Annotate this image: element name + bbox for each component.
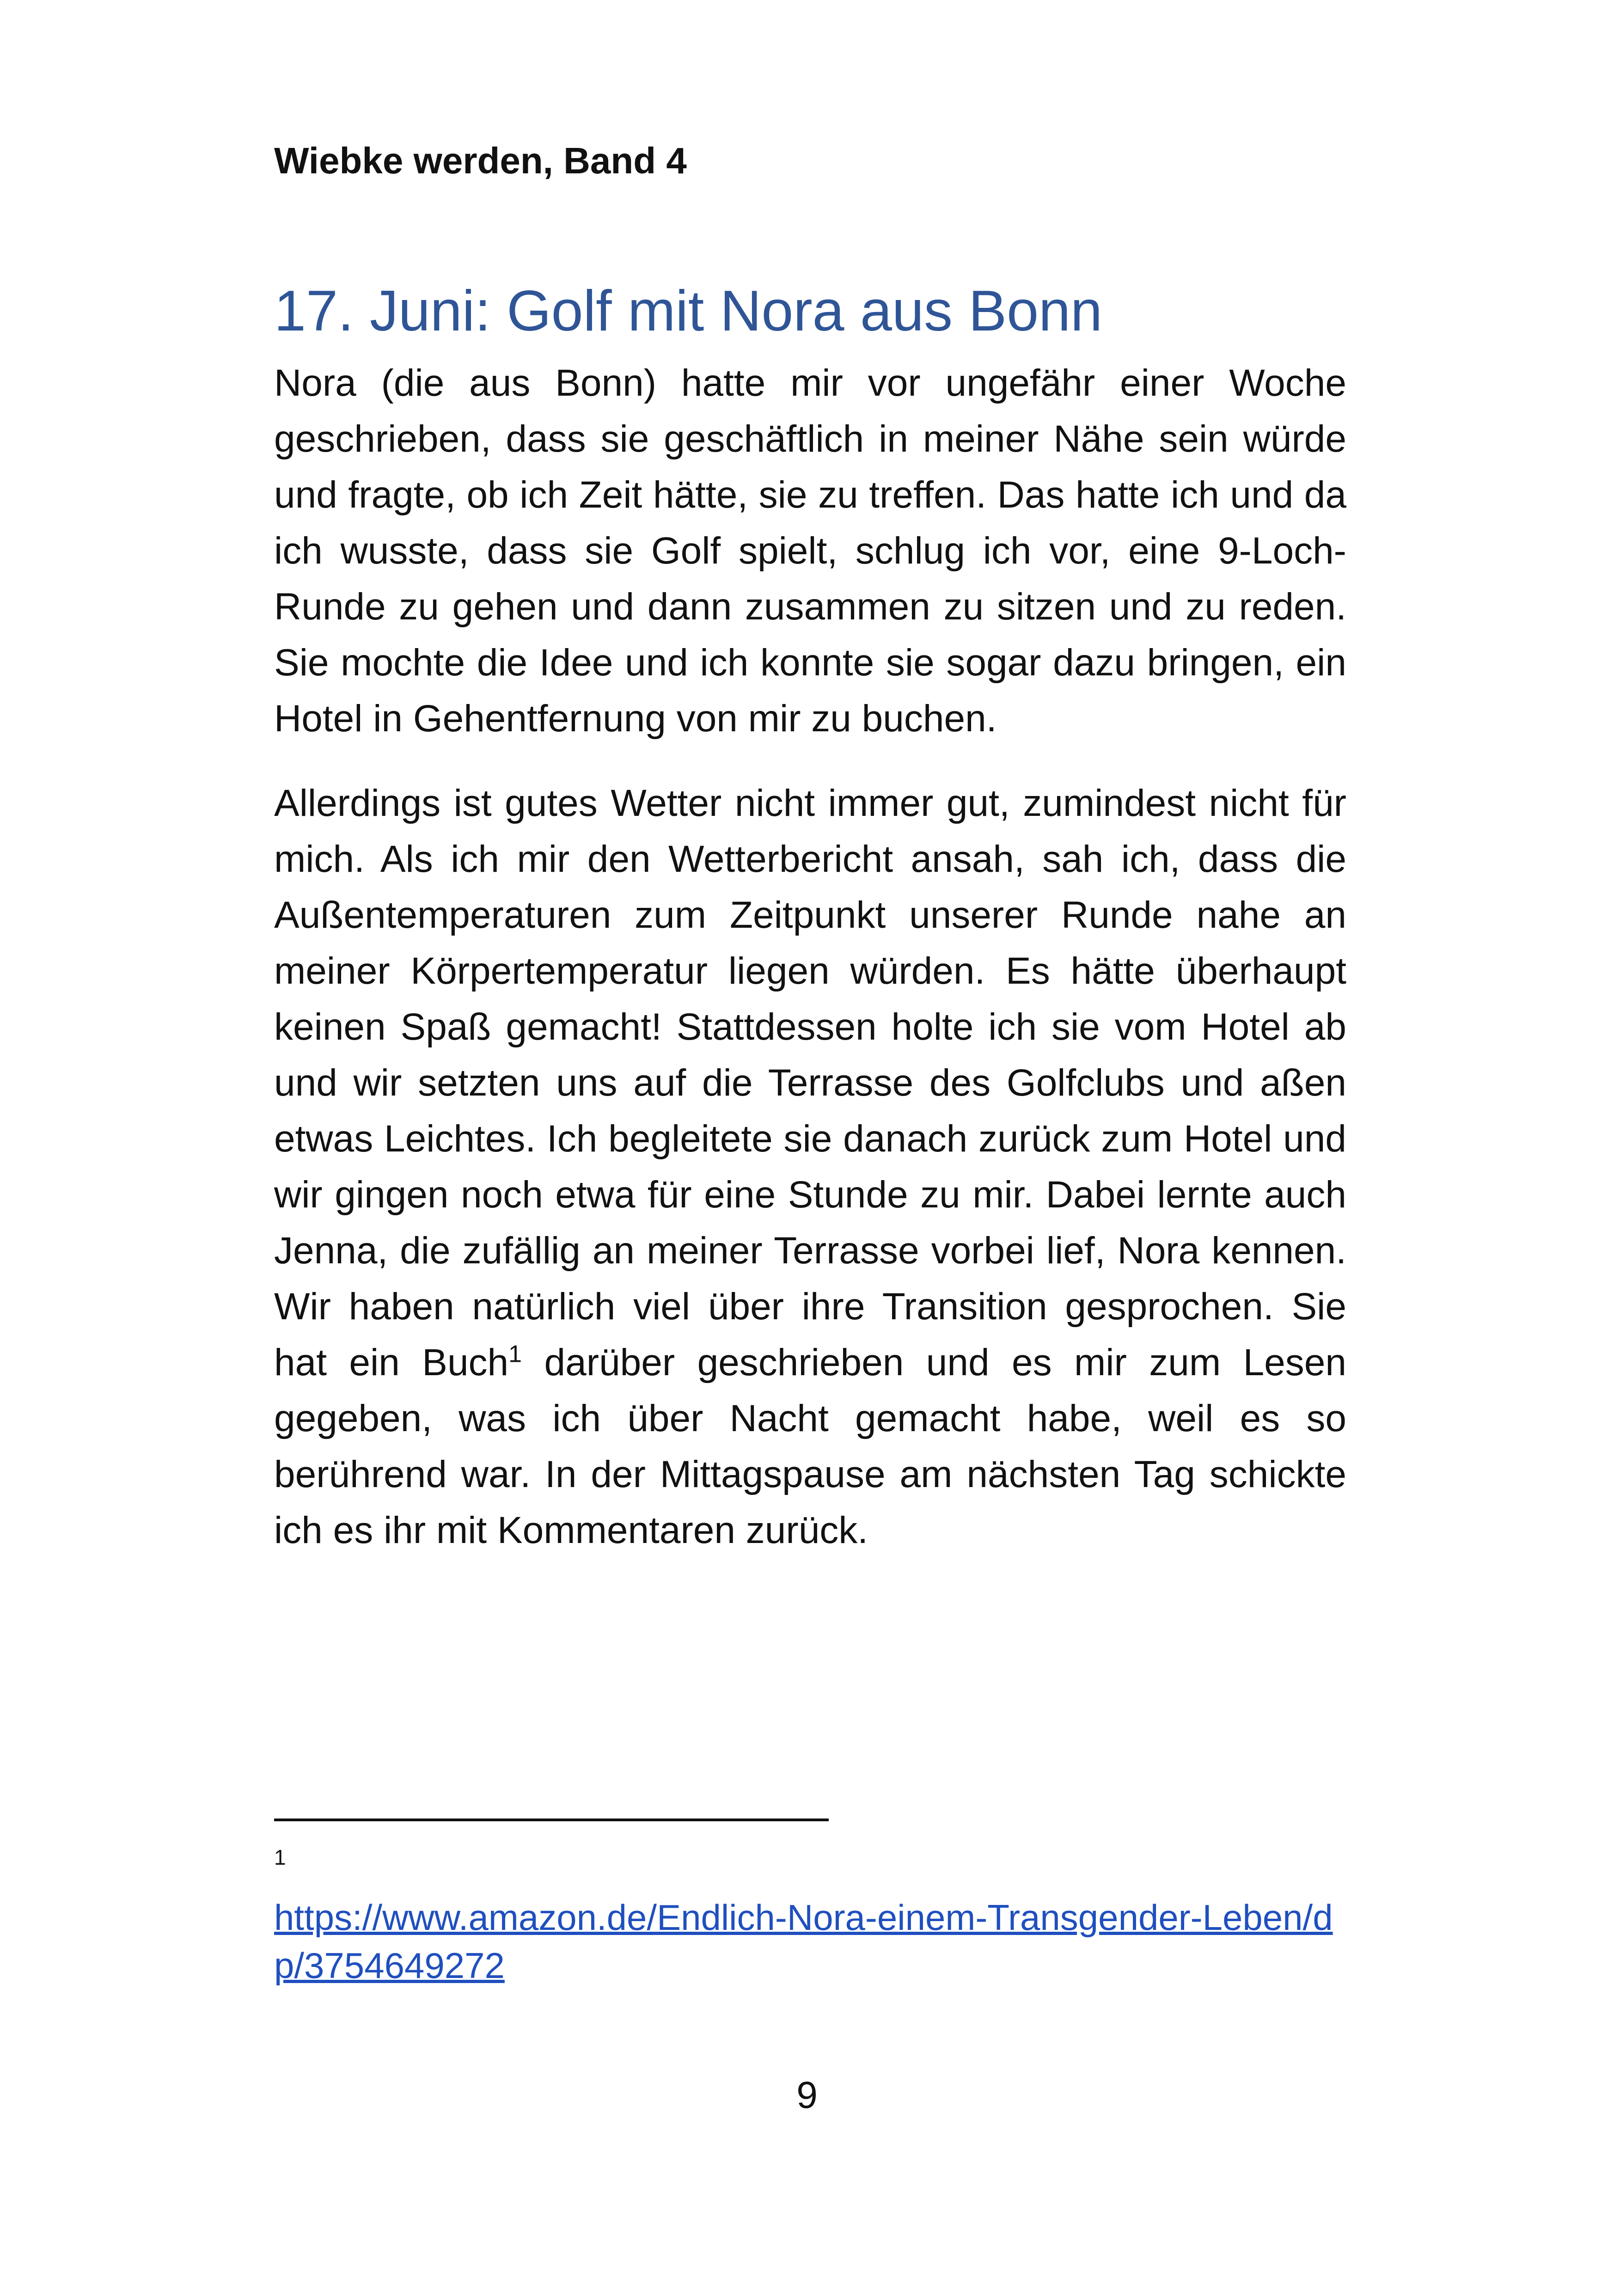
- page-number: 9: [796, 2074, 818, 2116]
- footnote-reference[interactable]: 1: [508, 1341, 522, 1368]
- paragraph: Nora (die aus Bonn) hatte mir vor ungefähr einer Woche geschrieben, dass sie geschäftlich in meiner Nähe sein würde und fragte, ob ich Zeit hätte, sie zu treffen. Das hatte ich und da ich wusste, dass sie Golf spielt, schlug ich vor, eine 9-Loch-Runde zu gehen und dann zusammen zu sitzen und zu reden. Sie mochte die Idee und ich konnte sie sogar dazu bringen, ein Hotel in Gehentfernung von mir zu buchen.: [274, 362, 1346, 740]
- chapter-title: 17. Juni: Golf mit Nora aus Bonn: [274, 279, 1103, 343]
- footnote-separator: [274, 1818, 829, 1821]
- paragraph: [274, 775, 1346, 1558]
- footnote-link[interactable]: https://www.amazon.de/Endlich-Nora-einem-Transgender-Leben/dp/3754649272: [274, 1897, 1333, 1986]
- chapter-body: [274, 355, 1346, 1587]
- paragraph-text: darüber geschrieben und es mir zum Lesen gegeben, was ich über Nacht gemacht habe, weil es so berührend war. In der Mittagspause am nächsten Tag schickte ich es ihr mit Kommentaren zurück.: [274, 1341, 1346, 1551]
- paragraph-text: Allerdings ist gutes Wetter nicht immer gut, zumindest nicht für mich. Als ich mir den Wetterbericht ansah, sah ich, dass die Außentemperaturen zum Zeitpunkt unserer Runde nahe an meiner Körpertemperatur liegen würden. Es hätte überhaupt keinen Spaß gemacht! Stattdessen holte ich sie vom Hotel ab und wir setzten uns auf die Terrasse des Golfclubs und aßen etwas Leichtes. Ich begleitete sie danach zurück zum Hotel und wir gingen noch etwa für eine Stunde zu mir. Dabei lernte auch Jenna, die zufällig an meiner Terrasse vorbei lief, Nora kennen. Wir haben natürlich viel über ihre Transition gesprochen. Sie hat ein Buch: [274, 782, 1346, 1384]
- running-header: Wiebke werden, Band 4: [274, 140, 687, 181]
- footnote-number: 1: [274, 1845, 286, 1869]
